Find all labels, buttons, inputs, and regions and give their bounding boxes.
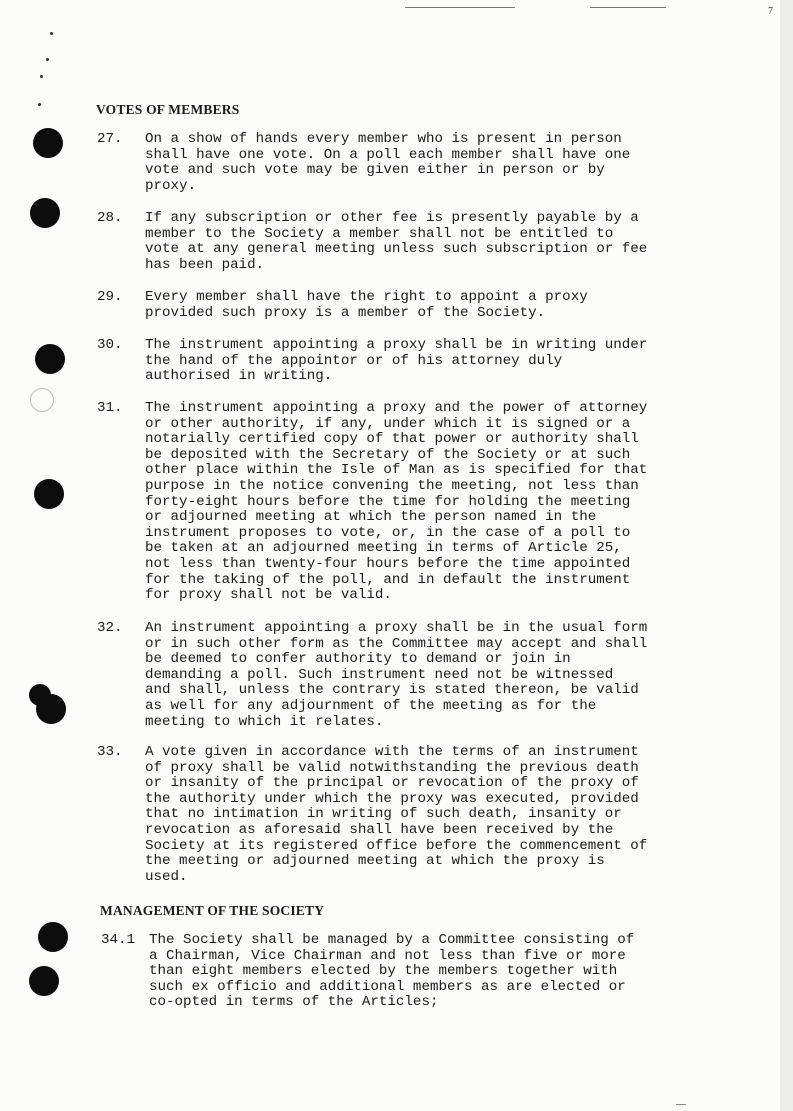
- clause-number: 33.: [97, 744, 123, 760]
- top-scan-line: [405, 7, 515, 8]
- clause-number: 30.: [97, 337, 123, 353]
- punch-hole: [35, 344, 65, 374]
- clause-30: [97, 338, 697, 385]
- clause-text: The instrument appointing a proxy and the power of attorney or other authority, if any, under which it is signed or a notarially certified copy of that power or authority shall be deposited with the Secretary of the Society or at such other place within the Isle of Man as is specified for that purpose in the notice convening the meeting, not less than forty-eight hours before the time for holding the meeting or adjourned meeting at which the person named in the instrument proposes to vote, or, in the case of a poll to be taken at an adjourned meeting in terms of Article 25, not less than twenty-four hours before the time appointed for the taking of the poll, and in default the instrument for proxy shall not be valid.: [145, 400, 648, 604]
- punch-hole: [33, 128, 63, 158]
- clause-number: 34.1: [101, 932, 136, 948]
- section-heading-votes: VOTES OF MEMBERS: [96, 102, 240, 117]
- clause-text: The instrument appointing a proxy shall be in writing under the hand of the appointor or of his attorney duly authorised in writing.: [145, 337, 648, 385]
- clause-27: [97, 132, 697, 194]
- clause-29: [97, 290, 697, 321]
- page-number: 7: [768, 6, 773, 17]
- clause-number: 32.: [97, 620, 123, 636]
- scan-speck: [40, 75, 43, 78]
- top-scan-line: [590, 7, 666, 8]
- clause-number: 31.: [97, 400, 123, 416]
- clause-34-1: [101, 933, 701, 1011]
- punch-hole: [34, 479, 64, 509]
- punch-hole-outline: [30, 388, 54, 412]
- clause-28: [97, 211, 697, 273]
- clause-text: A vote given in accordance with the terms of an instrument of proxy shall be valid notwithstanding the previous death or insanity of the principal or revocation of the proxy of the authority under which the proxy was executed, provided that no intimation in writing of such death, insanity or revocation as aforesaid shall have been received by the Society at its registered office before the commencement of the meeting or adjourned meeting at which the proxy is used.: [145, 744, 648, 885]
- clause-33: [97, 745, 697, 885]
- scan-speck: [46, 58, 49, 61]
- scan-speck: [50, 32, 53, 35]
- clause-31: [97, 401, 697, 604]
- clause-text: An instrument appointing a proxy shall be in the usual form or in such other form as the Committee may accept and shall be deemed to confer authority to demand or join in demanding a poll. Such instrument need not be witnessed and shall, unless the contrary is stated thereon, be valid as well for any adjournment of the meeting as for the meeting to which it relates.: [145, 620, 648, 730]
- punch-hole: [29, 966, 59, 996]
- clause-text: The Society shall be managed by a Committee consisting of a Chairman, Vice Chairman and not less than five or more than eight members elected by the members together with such ex officio and additional members as are elected or co-opted in terms of the Articles;: [149, 932, 635, 1011]
- clause-text: If any subscription or other fee is presently payable by a member to the Society a member shall not be entitled to vote at any general meeting unless such subscription or fee has been paid.: [145, 210, 648, 273]
- section-heading-management: MANAGEMENT OF THE SOCIETY: [100, 903, 325, 918]
- clause-number: 29.: [97, 289, 123, 305]
- clause-number: 27.: [97, 131, 123, 147]
- clause-text: Every member shall have the right to appoint a proxy provided such proxy is a member of the Society.: [145, 289, 588, 321]
- punch-hole: [30, 198, 60, 228]
- scan-mark: [676, 1104, 686, 1105]
- punch-hole: [38, 922, 68, 952]
- punch-hole: [36, 694, 66, 724]
- clause-number: 28.: [97, 210, 123, 226]
- page-edge: [780, 0, 793, 1111]
- clause-text: On a show of hands every member who is present in person shall have one vote. On a poll each member shall have one vote and such vote may be given either in person or by proxy.: [145, 131, 631, 194]
- clause-32: [97, 621, 697, 730]
- scan-speck: [38, 103, 41, 106]
